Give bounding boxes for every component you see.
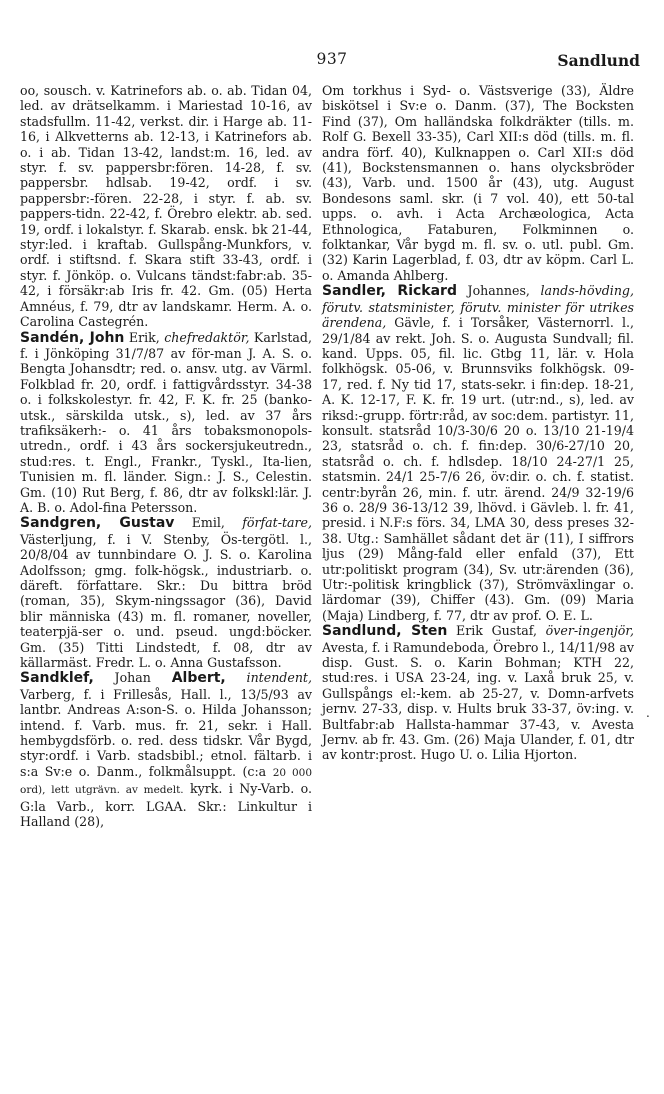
entry-name: Sandklef, bbox=[20, 670, 94, 687]
entry-name: Sandgren, Gustav bbox=[20, 515, 175, 532]
entry-title: lands-hövding, förutv. statsminister, förutv. minister för utrikes ärendena, bbox=[322, 283, 634, 331]
entry-sandklef: Sandklef, Johan Albert, intendent, Varberg, f. i Frillesås, Hall. l., 13/5/93 av lantbr. Andreas A:son-S. o. Hilda Johansson; intend. f. Varb. mus. fr. 21, sekr. i Hall. hembygdsförb. o. red. dess tidskr. Vår Bygd, styr:ordf. i Varb. stadsbibl.; etnol. fältarb. i s:a Sv:e o. Danm., folkmålsuppt. (c:a 20 000 ord), lett utgrävn. av medelt. kyrk. i Ny-Varb. o. G:la Varb., korr. LGAA. Skr.: Linkultur i Halland (28), bbox=[20, 670, 313, 830]
entry-name: Sandlund, Sten bbox=[322, 623, 448, 640]
page-number: 937 bbox=[316, 50, 348, 68]
entry-name: Sandler, Rickard bbox=[322, 283, 457, 300]
entry-title: över-ingenjör, bbox=[545, 623, 634, 639]
small-print: 20 000 ord), lett utgrävn. av medelt. bbox=[20, 766, 313, 797]
entry-continuation: Om torkhus i Syd- o. Västsverige (33), Äldre biskötsel i Sv:e o. Danm. (37), The Bocksten Find (37), Om halländska folkdräkter (tills. m. Rolf G. Bexell 33-35), Carl XII:s död (tills. m. fl. andra förf. 40), Kulknappen o. Carl XII:s död (41), Bockstensmannen o. hans olycksbröder (43), Varb. und. 1500 år (43), utg. August Bondesons saml. skr. (i 7 vol. 40), ett 50-tal upps. o. avh. i Acta Archæologica, Acta Ethnologica, Fataburen, Folkminnen o. folktankar, Vår bygd m. fl. sv. o. utl. publ. Gm. (32) Karin Lagerblad, f. 03, dtr av köpm. Carl L. o. Amanda Ahlberg. bbox=[322, 83, 634, 283]
entry-title: intendent, bbox=[246, 670, 312, 686]
page-header bbox=[0, 50, 664, 74]
entry-name-part: Albert, bbox=[171, 670, 226, 687]
entry-sanden: Sandén, John Erik, chefredaktör, Karlstad, f. i Jönköping 31/7/87 av för-man J. A. S. o. Bengta Johansdtr; red. o. ansv. utg. av Värml. Folkblad fr. 20, ordf. i fattigvårdsstyr. 34-38 o. i folkskolestyr. fr. 42, F. K. fr. 25 (banko-utsk., särskilda utsk., s), led. av 37 års trafiksäkerh:- o. 41 års tobaksmonopols-utredn., ordf. i 43 års sockersjukeutredn., stud:res. t. Engl., Frankr., Tyskl., Ita-lien, Tunisien m. fl. länder. Sign.: J. S., Celestin. Gm. (10) Rut Berg, f. 86, dtr av folkskl:lär. J. A. B. o. Adol-fina Petersson. bbox=[20, 329, 312, 515]
left-column bbox=[20, 83, 312, 830]
entry-name: Sandén, John bbox=[20, 329, 125, 346]
entry-title: chefredaktör, bbox=[164, 329, 250, 345]
entry-title: förfat-tare, bbox=[242, 515, 312, 531]
running-head: Sandlund bbox=[557, 51, 640, 70]
entry-continuation: oo, sousch. v. Katrinefors ab. o. ab. Tidan 04, led. av drätselkamm. i Mariestad 10-16, av stadsfullm. 11-42, verkst. dir. i Harge ab. 11-16, i Alkvetterns ab. 12-13, i Katrinefors ab. o. i ab. Tidan 13-42, landst:m. 16, led. av styr. f. sv. pappersbr:fören. 14-28, f. sv. pappersbr. hdlsab. 19-42, ordf. i sv. pappersbr:-fören. 22-28, i styr. f. ab. sv. pappers-tidn. 22-42, f. Örebro elektr. ab. sed. 19, ordf. i lokalstyr. f. Skarab. ensk. bk 21-44, styr:led. i kraftab. Gullspång-Munkfors, v. ordf. i stiftsnd. f. Skara stift 33-43, ordf. i styr. f. Jönköp. o. Vulcans tändst:fabr:ab. 35-42, i försäkr:ab Iris fr. 42. Gm. (05) Herta Amnéus, f. 79, dtr av landskamr. Herm. A. o. Carolina Castegrén. bbox=[20, 83, 312, 330]
entry-sandler: Sandler, Rickard Johannes, lands-hövding, förutv. statsminister, förutv. minister för utrikes ärendena, Gävle, f. i Torsåker, Västernorrl. l., 29/1/84 av rekt. Joh. S. o. Augusta Sundvall; fil. kand. Upps. 05, fil. lic. Gtbg 11, lär. v. Hola folkhögsk. 05-06, v. Brunnsviks folkhögsk. 09-17, red. f. Ny tid 17, stats-sekr. i fin:dep. 18-21, A. K. 12-17, F. K. fr. 19 urt. (utr:nd., s), led. av riksd:-grupp. förtr:råd, av soc:dem. partistyr. 11, konsult. statsråd 10/3-30/6 20 o. 13/10 21-19/4 23, statsråd o. ch. f. fin:dep. 30/6-27/10 20, statsråd o. ch. f. hdlsdep. 18/10 24-27/1 25, statsmin. 24/1 25-7/6 26, öv:dir. o. ch. f. statist. centr:byrån 26, min. f. utr. ärend. 24/9 32-19/6 36 o. 28/9 36-13/12 39, lhövd. i Gävleb. l. fr. 41, presid. i N.F:s förs. 34, LMA 30, dess preses 32-38. Utg.: Samhället sådant det är (11), I siffrors ljus (29) Mång-fald eller enfald (37), Ett utr:politiskt program (34), Sv. utr:ärenden (36), Utr:-politisk kringblick (37), Strömväxlingar o. lärdomar (39), Chiffer (43). Gm. (09) Maria (Maja) Lindberg, f. 77, dtr av prof. O. E. L. bbox=[322, 283, 634, 623]
margin-mark: . bbox=[646, 706, 650, 720]
right-column bbox=[322, 83, 634, 763]
entry-sandlund: Sandlund, Sten Erik Gustaf, över-ingenjör, Avesta, f. i Ramundeboda, Örebro l., 14/11/98 av disp. Gust. S. o. Karin Bohman; KTH 22, stud:res. i USA 23-24, ing. v. Laxå bruk 25, v. Gullspångs el:-kem. ab 25-27, v. Domn-arfvets jernv. 27-33, disp. v. Hults bruk 33-37, öv:ing. v. Bultfabr:ab Hallsta-hammar 37-43, v. Avesta Jernv. ab fr. 43. Gm. (26) Maja Ulander, f. 01, dtr av kontr:prost. Hugo U. o. Lilia Hjorton. bbox=[322, 623, 634, 763]
entry-sandgren: Sandgren, Gustav Emil, förfat-tare, Västerljung, f. i V. Stenby, Ös-tergötl. l., 20/8/04 av tunnbindare O. J. S. o. Karolina Adolfsson; gmg. folk-högsk., industriarb. o. däreft. författare. Skr.: Du bittra bröd (roman, 35), Skym-ningssagor (36), David blir människa (43) m. fl. romaner, noveller, teaterpjä-ser o. und. pseud. ungd:böcker. Gm. (35) Titti Lindstedt, f. 08, dtr av källarmäst. Fredr. L. o. Anna Gustafsson. bbox=[20, 515, 312, 671]
